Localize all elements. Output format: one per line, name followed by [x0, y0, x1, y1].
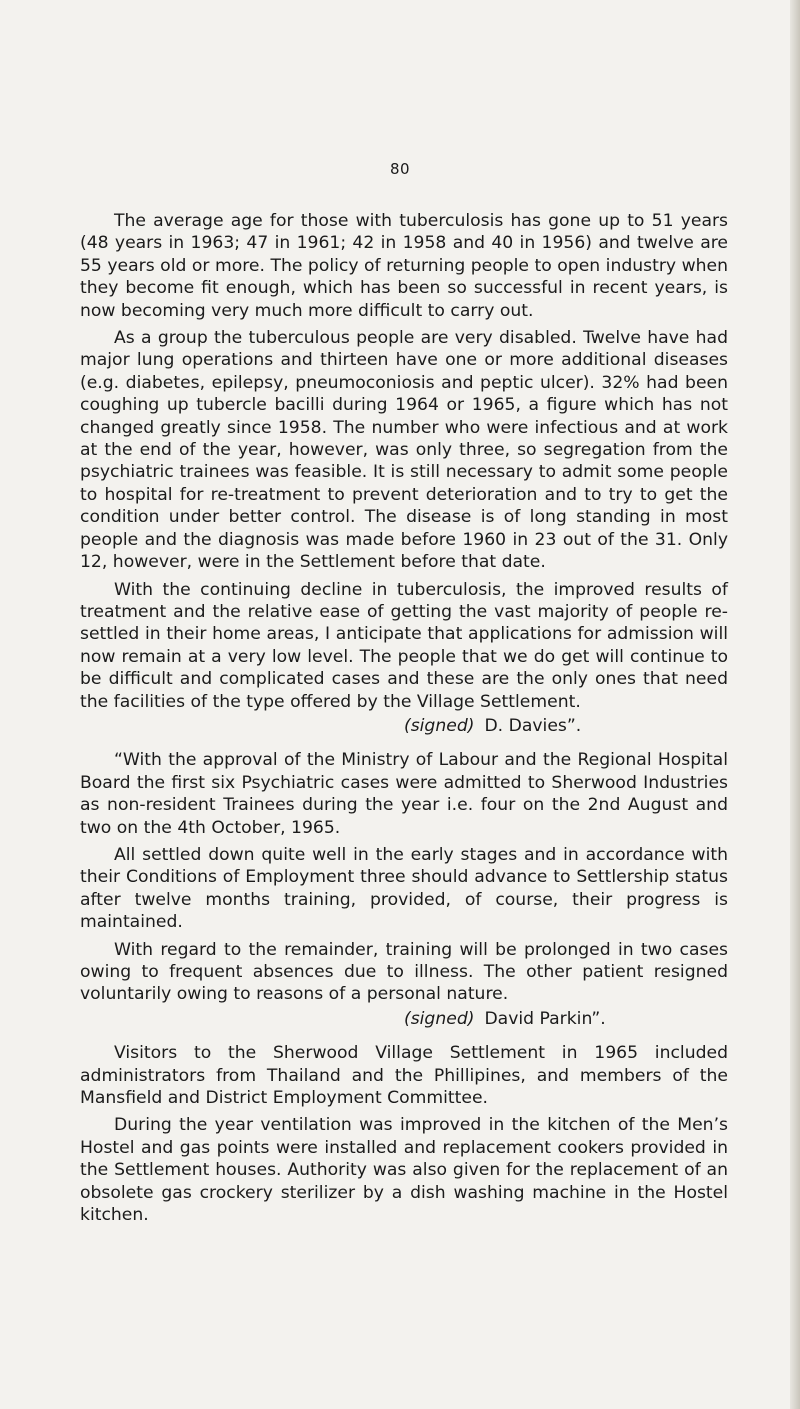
signature-name: D. Davies”. — [484, 715, 582, 736]
page-edge-shadow — [790, 0, 800, 1409]
paragraph-remainder: With regard to the remainder, training will be prolonged in two cases owing to frequent absences due to illness. The other patient resigned voluntarily owing to reasons of a personal nature. — [80, 939, 728, 1005]
signature-name: David Parkin”. — [484, 1008, 606, 1029]
paragraph-visitors: Visitors to the Sherwood Village Settlement in 1965 included administrators from Thailand and the Phillipines, and members of the Mansfield and District Employment Committee. — [80, 1043, 728, 1109]
signature-prefix: (signed) — [404, 715, 475, 736]
paragraph-average-age: The average age for those with tuberculosis has gone up to 51 years (48 years in 1963; 47 in 1961; 42 in 1958 and 40 in 1956) and twelve are 55 years old or more. The policy of returning people to open industry when they become fit enough, which has been so successful in recent years, is now becoming very much more difficult to carry out. — [80, 211, 728, 321]
paragraph-psychiatric-cases: “With the approval of the Ministry of Labour and the Regional Hospital Board the first six Psychiatric cases were admitted to Sherwood Industries as non-resident Trainees during the year i.e. four on the 2nd August and two on the 4th October, 1965. — [80, 750, 728, 838]
signature-parkin — [80, 1008, 728, 1030]
page-number: 80 — [389, 160, 411, 178]
signature-prefix: (signed) — [404, 1008, 475, 1029]
signature-davies — [80, 715, 728, 737]
paragraph-disabled-group: As a group the tuberculous people are very disabled. Twelve have had major lung operations and thirteen have one or more additional diseases (e.g. diabetes, epilepsy, pneumoconiosis and peptic ulcer). 32% had been coughing up tubercle bacilli during 1964 or 1965, a figure which has not changed greatly since 1958. The number who were infectious and at work at the end of the year, however, was only three, so segregation from the psychiatric trainees was feasible. It is still necessary to admit some people to hospital for re-treatment to prevent deterioration and to try to get the condition under better control. The disease is of long standing in most people and the diagnosis was made before 1960 in 23 out of the 31. Only 12, however, were in the Settlement before that date. — [80, 328, 728, 573]
paragraph-decline-tuberculosis: With the continuing decline in tuberculosis, the improved results of treatment and the relative ease of getting the vast majority of people re-settled in their home areas, I anticipate that applications for admission will now remain at a very low level. The people that we do get will continue to be difficult and complicated cases and these are the only ones that need the facilities of the type offered by the Village Settlement. — [80, 579, 728, 712]
paragraph-settled-down: All settled down quite well in the early stages and in accordance with their Conditions of Employment three should advance to Settlership status after twelve months training, provided, of course, their progress is maintained. — [80, 844, 728, 933]
document-body — [80, 210, 728, 1226]
paragraph-ventilation: During the year ventilation was improved in the kitchen of the Men’s Hostel and gas points were installed and replacement cookers provided in the Settlement houses. Authority was also given for the replacement of an obsolete gas crockery sterilizer by a dish washing machine in the Hostel kitchen. — [80, 1115, 728, 1226]
